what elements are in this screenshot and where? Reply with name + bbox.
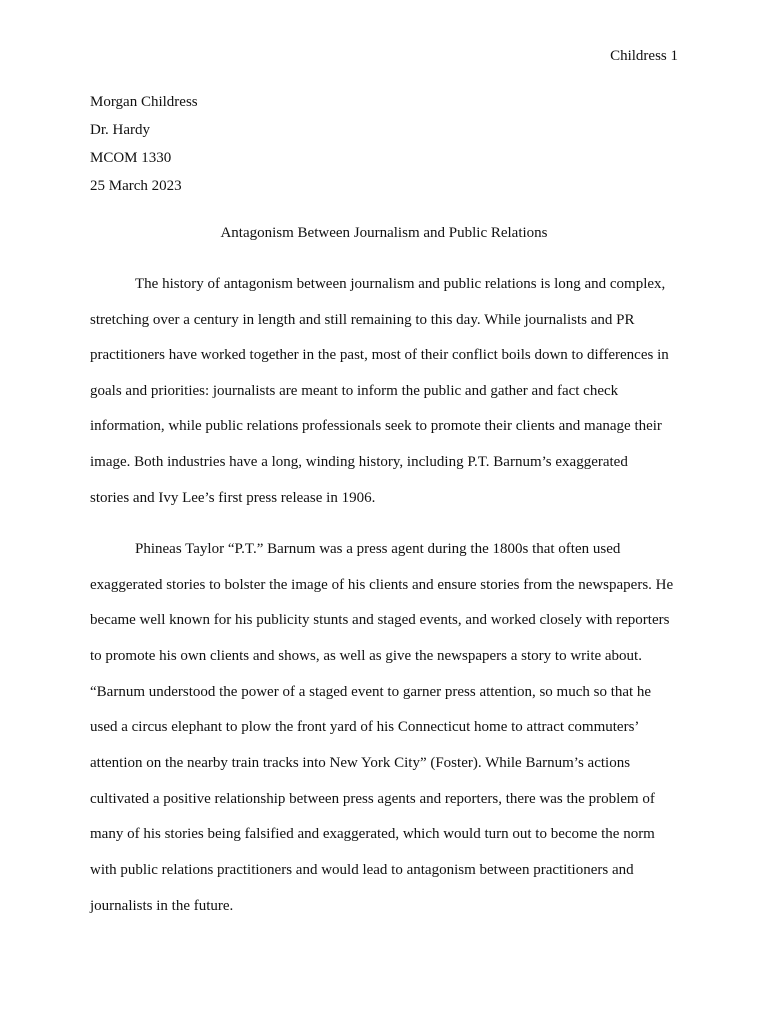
paragraph-line: used a circus elephant to plow the front yard of his Connecticut home to attract commuters’ — [90, 719, 640, 735]
instructor-name: Dr. Hardy — [90, 122, 150, 138]
paragraph-line: goals and priorities: journalists are meant to inform the public and gather and fact check — [90, 383, 619, 399]
paragraph-line: many of his stories being falsified and exaggerated, which would turn out to become the norm — [90, 826, 655, 842]
paragraph-line: The history of antagonism between journalism and public relations is long and complex, — [135, 276, 666, 292]
paragraph-line: with public relations practitioners and would lead to antagonism between practitioners and — [90, 862, 634, 878]
paragraph-line: “Barnum understood the power of a staged event to garner press attention, so much so that he — [90, 684, 652, 700]
paragraph-line: attention on the nearby train tracks into New York City” (Foster). While Barnum’s actions — [90, 755, 631, 771]
paragraph-line: information, while public relations professionals seek to promote their clients and manage their — [90, 418, 662, 434]
mla-heading — [90, 93, 198, 205]
paragraph-line: stories and Ivy Lee’s first press release in 1906. — [90, 490, 376, 506]
paragraph-line: exaggerated stories to bolster the image of his clients and ensure stories from the newspapers. He — [90, 577, 674, 593]
course-code: MCOM 1330 — [90, 150, 172, 166]
paragraph-line: Phineas Taylor “P.T.” Barnum was a press agent during the 1800s that often used — [135, 541, 621, 557]
essay-title: Antagonism Between Journalism and Public Relations — [220, 225, 548, 241]
paragraph-line: became well known for his publicity stunts and staged events, and worked closely with reporters — [90, 612, 670, 628]
paragraph-line: cultivated a positive relationship between press agents and reporters, there was the problem of — [90, 791, 655, 807]
paragraph-line: to promote his own clients and shows, as well as give the newspapers a story to write about. — [90, 648, 642, 664]
running-header: Childress 1 — [610, 48, 678, 64]
document-date: 25 March 2023 — [90, 178, 182, 194]
author-name: Morgan Childress — [90, 94, 198, 110]
paragraph-line: image. Both industries have a long, winding history, including P.T. Barnum’s exaggerated — [90, 454, 628, 470]
paragraph-line: stretching over a century in length and still remaining to this day. While journalists and PR — [90, 312, 635, 328]
paragraph-line: practitioners have worked together in the past, most of their conflict boils down to differences in — [90, 347, 669, 363]
paragraph-line: journalists in the future. — [90, 898, 234, 914]
